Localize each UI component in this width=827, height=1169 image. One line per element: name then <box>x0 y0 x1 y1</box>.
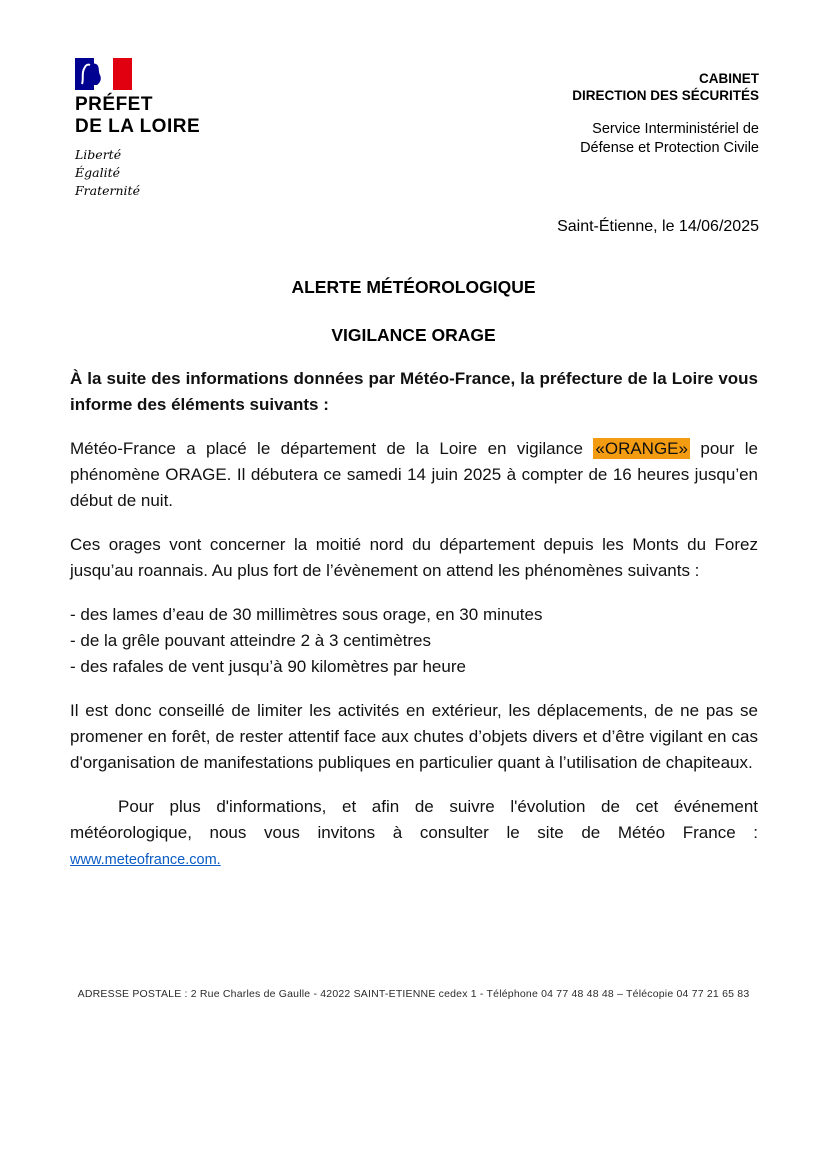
french-flag-icon <box>75 58 132 90</box>
republic-motto <box>75 146 200 200</box>
cabinet-label: CABINET <box>699 71 759 86</box>
vigilance-text-before: Météo-France a placé le département de la Loire en vigilance <box>70 439 594 458</box>
document-title: ALERTE MÉTÉOROLOGIQUE <box>291 277 536 297</box>
motto-liberte: Liberté <box>75 147 122 162</box>
prefecture-logo <box>75 58 200 200</box>
motto-fraternite: Fraternité <box>75 183 140 198</box>
service-line2: Défense et Protection Civile <box>580 140 759 156</box>
list-item-rain: - des lames d’eau de 30 millimètres sous orage, en 30 minutes <box>70 605 543 624</box>
prefet-title-line1: PRÉFET <box>75 94 153 115</box>
vigilance-text-after: pour le phénomène ORAGE. Il débutera ce samedi 14 juin 2025 à compter de 16 heures jusqu’en début de nuit. <box>70 439 758 510</box>
more-info-text: Pour plus d'informations, et afin de suivre l'évolution de cet événement météorologique, nous vous invitons à consulter le site de Météo France : <box>70 797 758 842</box>
advice-paragraph: Il est donc conseillé de limiter les activités en extérieur, les déplacements, de ne pas se promener en forêt, de rester attentif face aux chutes d’objets divers et d’être vigilant en cas d'organisation de manifestations publiques en particulier quant à l’utilisation de chapiteaux. <box>70 701 758 772</box>
phenomena-list <box>70 602 758 680</box>
prefet-title-line2: DE LA LOIRE <box>75 116 201 137</box>
intro-paragraph: À la suite des informations données par Météo-France, la préfecture de la Loire vous informe des éléments suivants : <box>70 369 758 414</box>
postal-address-footer: ADRESSE POSTALE : 2 Rue Charles de Gaulle - 42022 SAINT-ETIENNE cedex 1 - Téléphone 04 77 48 48 48 – Télécopie 04 77 21 65 83 <box>77 988 750 1000</box>
more-info-paragraph <box>70 794 758 873</box>
document-subtitle: VIGILANCE ORAGE <box>331 325 496 345</box>
list-item-hail: - de la grêle pouvant atteindre 2 à 3 centimètres <box>70 631 431 650</box>
document-body <box>70 366 758 891</box>
vigilance-paragraph <box>70 436 758 514</box>
issuing-service-block <box>572 70 759 158</box>
motto-egalite: Égalité <box>75 165 120 180</box>
direction-securites-label: DIRECTION DES SÉCURITÉS <box>572 88 759 103</box>
list-item-wind: - des rafales de vent jusqu’à 90 kilomètres par heure <box>70 657 466 676</box>
storm-area-paragraph: Ces orages vont concerner la moitié nord du département depuis les Monts du Forez jusqu’au roannais. Au plus fort de l’évènement on attend les phénomènes suivants : <box>70 535 758 580</box>
dateline: Saint-Étienne, le 14/06/2025 <box>557 218 759 235</box>
meteofrance-link[interactable]: www.meteofrance.com. <box>70 852 221 868</box>
service-line1: Service Interministériel de <box>592 121 759 137</box>
vigilance-orange-highlight: «ORANGE» <box>595 439 688 458</box>
